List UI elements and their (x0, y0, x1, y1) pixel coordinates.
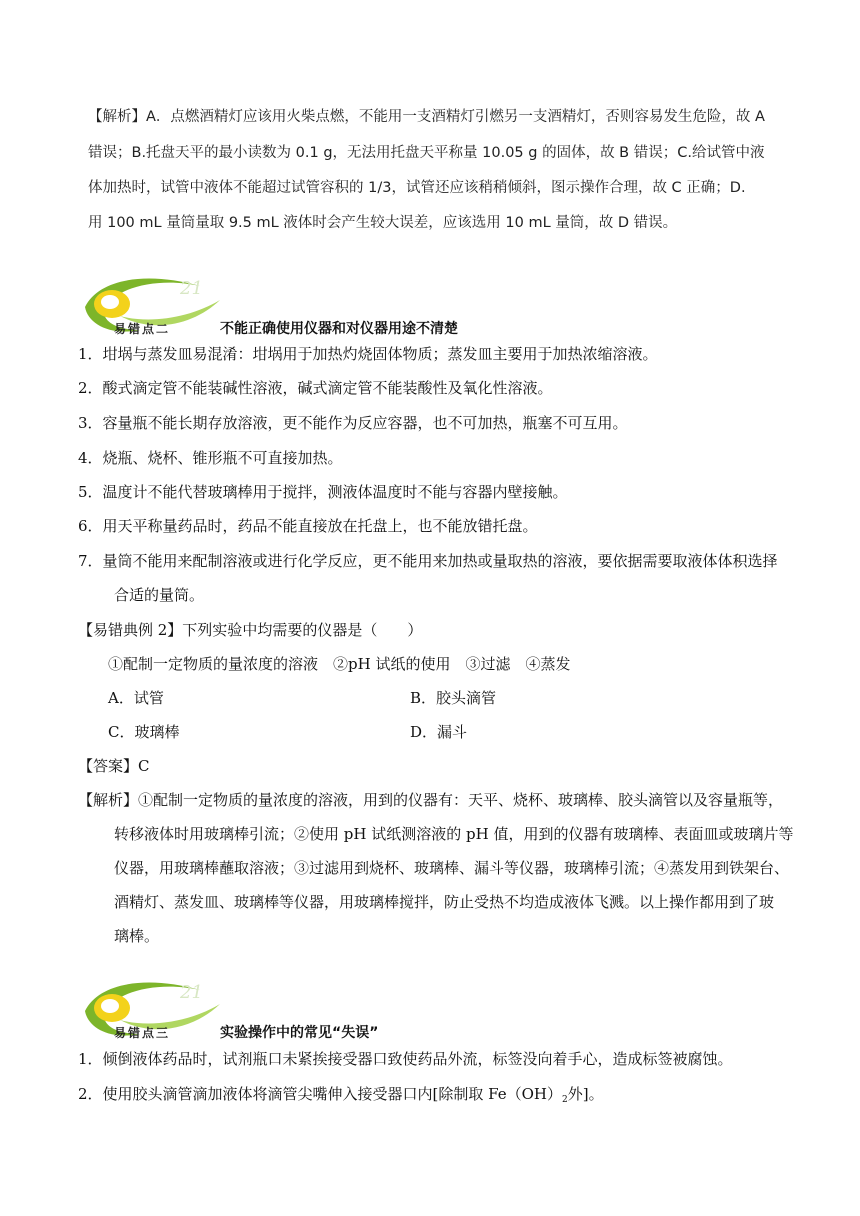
section-3-logo (80, 976, 230, 1046)
top-analysis-line-2: 错误；B.托盘天平的最小读数为 0.1 g，无法用托盘天平称量 10.05 g 的固体，故 B 错误；C.给试管中液 (88, 145, 765, 161)
section-2-item-5: 5．温度计不能代替玻璃棒用于搅拌，测液体温度时不能与容器内壁接触。 (78, 483, 568, 501)
top-analysis-line-1: 【解析】A．点燃酒精灯应该用火柴点燃，不能用一支酒精灯引燃另一支酒精灯，否则容易发生危险，故 A (88, 109, 765, 125)
section-2-item-7-cont: 合适的量筒。 (114, 586, 205, 604)
section-3-item-1: 1．倾倒液体药品时，试剂瓶口未紧挨接受器口致使药品外流，标签没向着手心，造成标签被腐蚀。 (78, 1050, 733, 1068)
analysis-line-4: 酒精灯、蒸发皿、玻璃棒等仪器，用玻璃棒搅拌，防止受热不均造成液体飞溅。以上操作都用到了玻 (114, 893, 775, 911)
top-analysis-line-3: 体加热时，试管中液体不能超过试管容积的 1/3，试管还应该稍稍倾斜，图示操作合理，故 C 正确；D. (88, 180, 746, 196)
analysis-line-3: 仪器，用玻璃棒蘸取溶液；③过滤用到烧杯、玻璃棒、漏斗等仪器，玻璃棒引流；④蒸发用到铁架台、 (114, 859, 790, 877)
example-title: 【易错典例 2】下列实验中均需要的仪器是（ ） (78, 621, 423, 639)
svg-text:21: 21 (180, 982, 203, 1003)
option-d: D．漏斗 (410, 723, 468, 741)
option-b: B．胶头滴管 (410, 689, 497, 707)
section-3-item-2-text: 2．使用胶头滴管滴加液体将滴管尖嘴伸入接受器口内[除制取 Fe（OH） (78, 1085, 563, 1103)
section-3-item-2-end: 外]。 (567, 1085, 604, 1103)
analysis-line-1: 【解析】①配制一定物质的量浓度的溶液，用到的仪器有：天平、烧杯、玻璃棒、胶头滴管以及容量瓶等， (78, 791, 784, 809)
section-2-logo-label: 易错点二 (114, 322, 171, 336)
section-2-item-6: 6．用天平称量药品时，药品不能直接放在托盘上，也不能放错托盘。 (78, 517, 538, 535)
subscript-2: 2 (562, 1095, 568, 1105)
section-2-item-1: 1．坩埚与蒸发皿易混淆：坩埚用于加热灼烧固体物质；蒸发皿主要用于加热浓缩溶液。 (78, 345, 658, 363)
section-2-item-7: 7．量筒不能用来配制溶液或进行化学反应，更不能用来加热或量取热的溶液，要依据需要取液体体积选择 (78, 552, 778, 570)
section-3-title: 实验操作中的常见“失误” (220, 1025, 379, 1041)
section-2-item-2: 2．酸式滴定管不能装碱性溶液，碱式滴定管不能装酸性及氧化性溶液。 (78, 379, 553, 397)
section-3-logo-label: 易错点三 (114, 1026, 171, 1040)
example-stem: ①配制一定物质的量浓度的溶液 ②pH 试纸的使用 ③过滤 ④蒸发 (108, 655, 571, 673)
section-2-logo (80, 272, 230, 342)
answer: 【答案】C (78, 757, 150, 775)
section-3-item-2 (78, 1083, 604, 1111)
analysis-line-5: 璃棒。 (114, 927, 160, 945)
option-a: A．试管 (108, 689, 164, 707)
option-c: C．玻璃棒 (108, 723, 180, 741)
top-analysis-line-4: 用 100 mL 量筒量取 9.5 mL 液体时会产生较大误差，应该选用 10 mL 量筒，故 D 错误。 (88, 215, 678, 231)
section-2-item-4: 4．烧瓶、烧杯、锥形瓶不可直接加热。 (78, 449, 343, 467)
analysis-line-2: 转移液体时用玻璃棒引流；②使用 pH 试纸测溶液的 pH 值，用到的仪器有玻璃棒、表面皿或玻璃片等 (114, 825, 794, 843)
svg-text:21: 21 (180, 278, 203, 299)
section-2-item-3: 3．容量瓶不能长期存放溶液，更不能作为反应容器，也不可加热，瓶塞不可互用。 (78, 414, 628, 432)
section-2-title: 不能正确使用仪器和对仪器用途不清楚 (220, 321, 458, 337)
